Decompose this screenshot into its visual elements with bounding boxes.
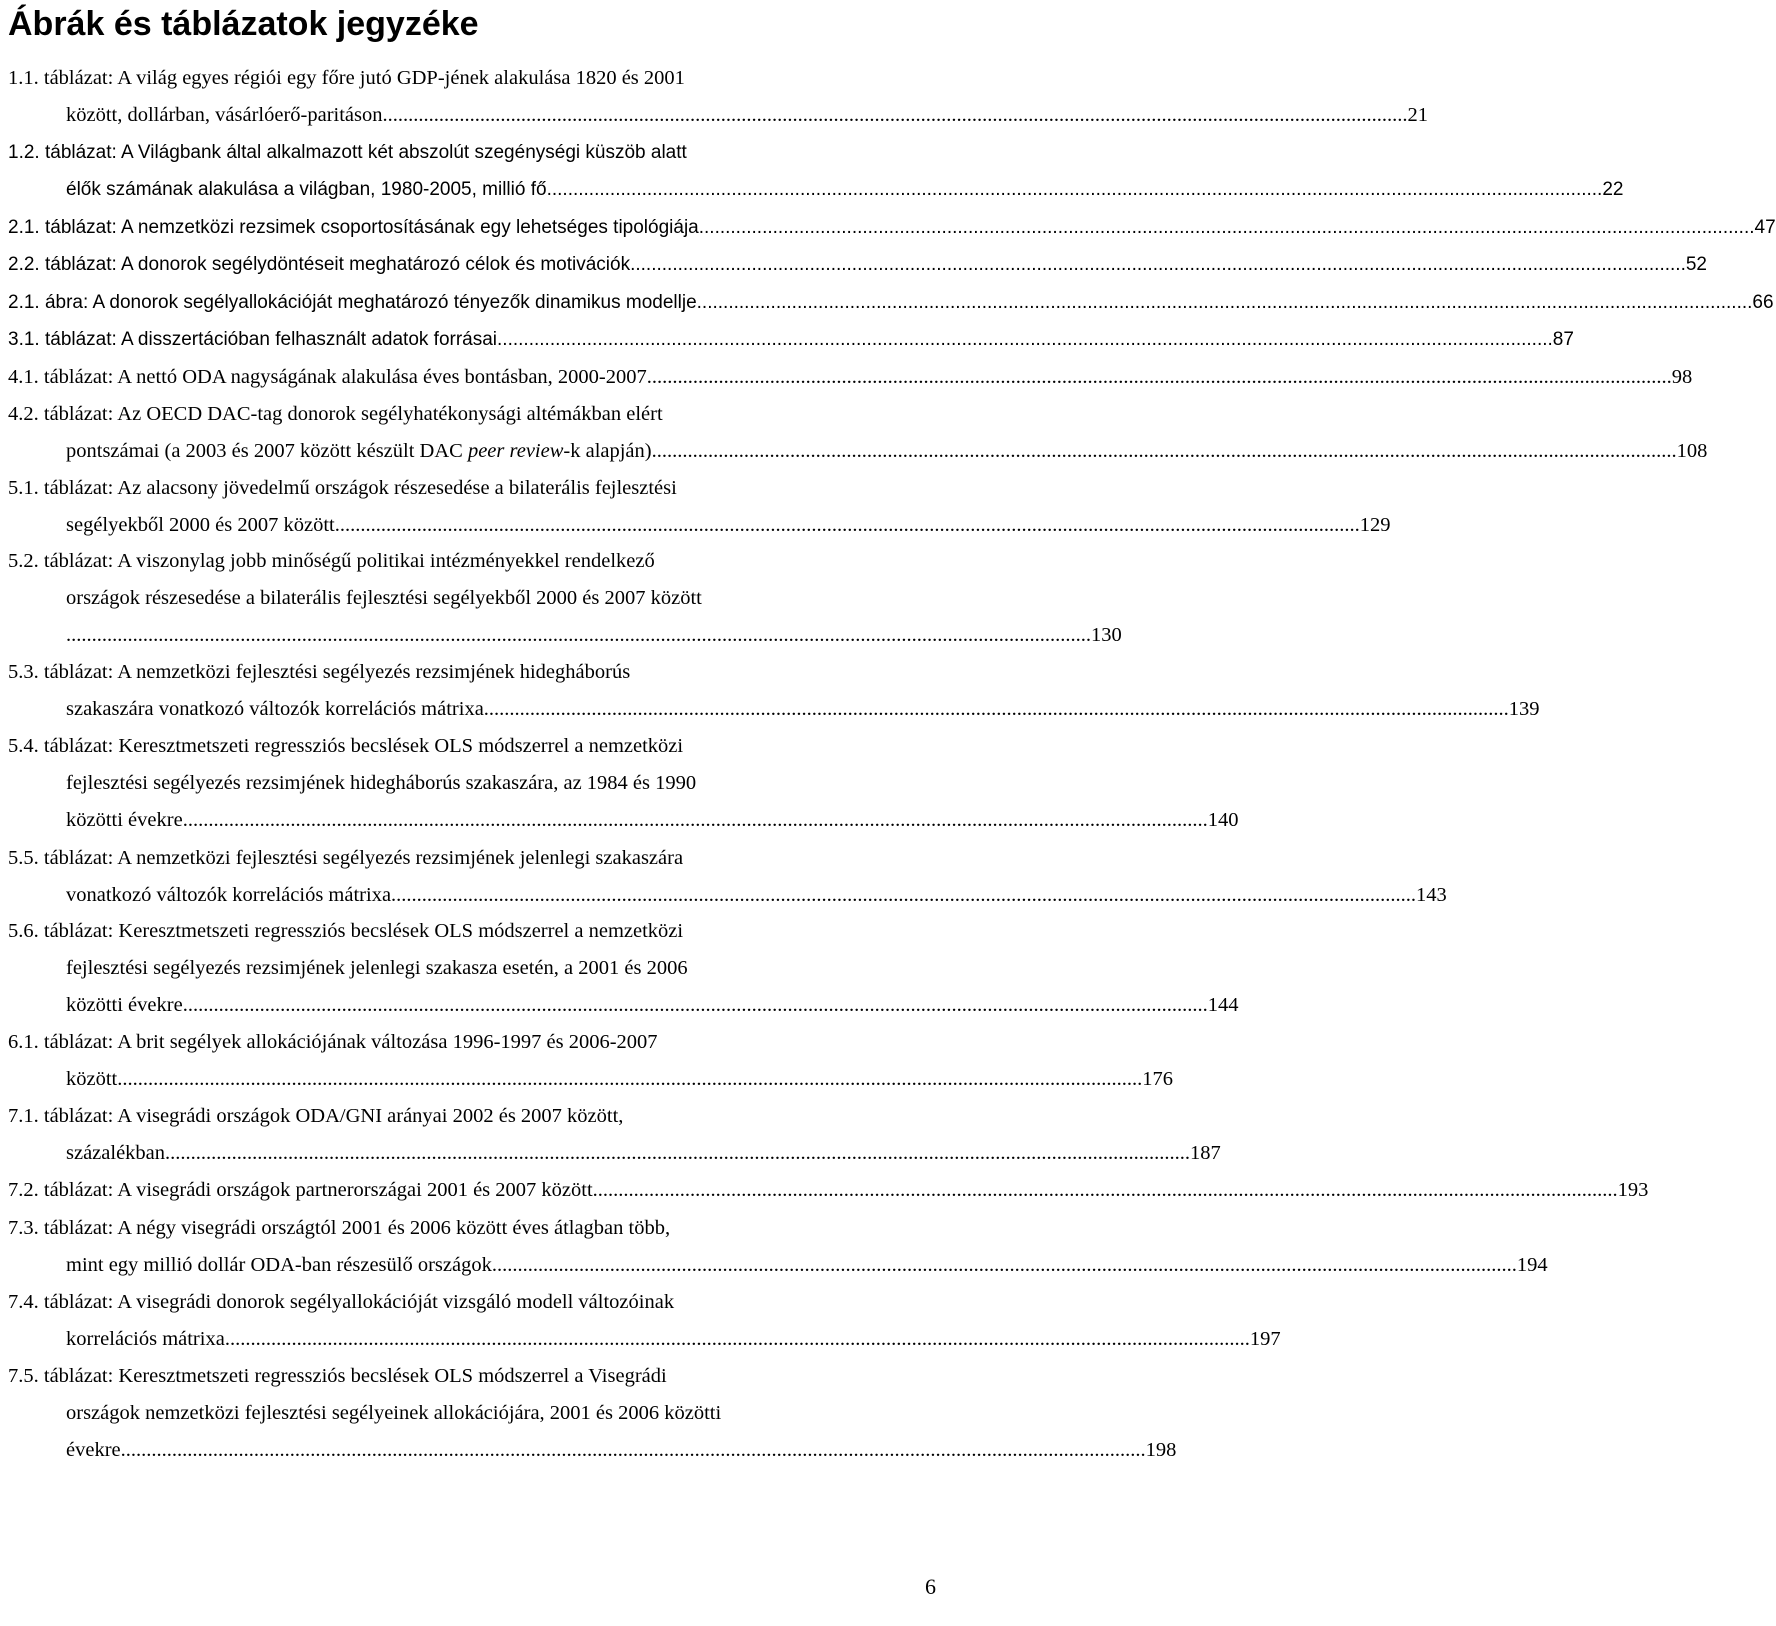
toc-entry-text: segélyekből 2000 és 2007 között <box>66 514 335 536</box>
toc-entry-line <box>8 950 940 987</box>
toc-entry-text: szakaszára vonatkozó változók korrelációs mátrixa <box>66 698 484 720</box>
toc-entry-line <box>8 97 1428 134</box>
toc-entry-text: 5.5. táblázat: A nemzetközi fejlesztési segélyezés rezsimjének jelenlegi szakaszára <box>8 847 684 869</box>
toc-entry-line <box>8 209 1776 246</box>
toc-entry[interactable] <box>8 359 1693 396</box>
toc-leader-dots: ........................................................................................................................................................................................................ <box>698 217 1755 238</box>
toc-entry-text: 7.5. táblázat: Keresztmetszeti regressziós becslések OLS módszerrel a Visegrádi <box>8 1365 667 1387</box>
toc-entry-page: 194 <box>1516 1254 1548 1276</box>
toc-entry-page: 52 <box>1685 254 1707 275</box>
toc-leader-dots: ........................................................................................................................................................................................................ <box>592 1179 1618 1201</box>
toc-entry[interactable] <box>8 1098 1221 1172</box>
toc-entry-line <box>8 60 940 97</box>
toc-entry-page: 140 <box>1207 809 1239 831</box>
toc-entry-line <box>8 1098 940 1135</box>
toc-entry-line <box>8 543 940 580</box>
toc-entry-text: között <box>66 1068 118 1090</box>
toc-entry-page: 129 <box>1359 514 1391 536</box>
toc-entry-page: 139 <box>1508 698 1540 720</box>
toc-entry-text: mint egy millió dollár ODA-ban részesülő országok <box>66 1254 492 1276</box>
toc-leader-dots: ........................................................................................................................................................................................................ <box>483 698 1509 720</box>
toc-leader-dots: ........................................................................................................................................................................................................ <box>391 884 1417 906</box>
toc-entry-text: 1.1. táblázat: A világ egyes régiói egy főre jutó GDP-jének alakulása 1820 és 2001 <box>8 67 685 89</box>
toc-entry[interactable] <box>8 246 1707 283</box>
toc-entry-line <box>8 1172 1649 1209</box>
toc-entry-line <box>8 802 1239 839</box>
toc-leader-dots: ........................................................................................................................................................................................................ <box>182 994 1208 1016</box>
toc-entry-page: 21 <box>1407 104 1428 126</box>
toc-entry-line <box>8 321 1574 358</box>
toc-entry-text: fejlesztési segélyezés rezsimjének jelenlegi szakasza esetén, a 2001 és 2006 <box>66 957 688 979</box>
toc-entry-page: 176 <box>1142 1068 1173 1090</box>
toc-entry-text: vonatkozó változók korrelációs mátrixa <box>66 884 392 906</box>
toc-entry-text: 6.1. táblázat: A brit segélyek allokációjának változása 1996-1997 és 2006-2007 <box>8 1031 658 1053</box>
toc-entry-text: 5.2. táblázat: A viszonylag jobb minőségű politikai intézményekkel rendelkező <box>8 550 655 572</box>
toc-entry-text: 7.2. táblázat: A visegrádi országok partnerországai 2001 és 2007 között <box>8 1179 593 1201</box>
page-number: 6 <box>925 1574 936 1599</box>
toc-entry-line <box>8 1135 1221 1172</box>
toc-entry-line <box>8 171 1624 208</box>
toc-entry[interactable] <box>8 1358 1177 1469</box>
toc-entry[interactable] <box>8 470 1391 544</box>
toc-entry[interactable] <box>8 209 1776 246</box>
toc-leader-dots: ........................................................................................................................................................................................................ <box>382 104 1408 126</box>
toc-entry-line <box>8 470 940 507</box>
toc-leader-dots: ........................................................................................................................................................................................................ <box>182 809 1208 831</box>
toc-entry-line <box>8 134 940 171</box>
toc-leader-dots: ........................................................................................................................................................................................................ <box>491 1254 1517 1276</box>
toc-entry-text: 2.1. ábra: A donorok segélyallokációját meghatározó tényezők dinamikus modellje <box>8 292 697 313</box>
toc-entry-text: fejlesztési segélyezés rezsimjének hidegháborús szakaszára, az 1984 és 1990 <box>66 772 697 794</box>
toc-entry[interactable] <box>8 913 1239 1024</box>
toc-entry-line <box>8 728 940 765</box>
toc-entry-page: 187 <box>1190 1142 1221 1164</box>
toc-entry-line <box>8 507 1391 544</box>
toc-entry-text: 4.1. táblázat: A nettó ODA nagyságának alakulása éves bontásban, 2000-2007 <box>8 366 647 388</box>
toc-entry-line <box>8 246 1707 283</box>
toc-entry-line <box>8 877 1447 914</box>
toc-entry[interactable] <box>8 1284 1281 1358</box>
toc-leader-dots: ........................................................................................................................................................................................................ <box>497 329 1553 350</box>
toc-entry-line <box>8 1284 940 1321</box>
toc-leader-dots: ........................................................................................................................................................................................................ <box>120 1439 1146 1461</box>
toc-entry[interactable] <box>8 60 1428 134</box>
toc-entry-text: 5.3. táblázat: A nemzetközi fejlesztési segélyezés rezsimjének hidegháborús <box>8 661 631 683</box>
toc-entry[interactable] <box>8 654 1540 728</box>
toc-entry-line <box>8 654 940 691</box>
toc-entry-text: százalékban <box>66 1142 166 1164</box>
toc-entry-line <box>8 1247 1548 1284</box>
toc-entry-text: 4.2. táblázat: Az OECD DAC-tag donorok segélyhatékonysági altémákban elért <box>8 403 663 425</box>
page-title: Ábrák és táblázatok jegyzéke <box>8 5 479 43</box>
toc-leader-dots: ........................................................................................................................................................................................................ <box>546 179 1603 200</box>
toc-entry[interactable] <box>8 1024 1173 1098</box>
toc-entry-line <box>8 396 940 433</box>
toc-leader-dots: ........................................................................................................................................................................................................ <box>165 1142 1191 1164</box>
toc-entry-line <box>8 433 1708 470</box>
toc-entry-line <box>8 1210 940 1247</box>
toc-entry-page: 66 <box>1752 292 1774 313</box>
toc-entry-text: 7.1. táblázat: A visegrádi országok ODA/GNI arányai 2002 és 2007 között, <box>8 1105 624 1127</box>
toc-leader-dots: ........................................................................................................................................................................................................ <box>646 366 1672 388</box>
toc-entry-text: 2.2. táblázat: A donorok segélydöntéseit meghatározó célok és motivációk <box>8 254 631 275</box>
toc-entry[interactable] <box>8 840 1447 914</box>
toc-entry-text: évekre <box>66 1439 121 1461</box>
toc-leader-dots: ........................................................................................................................................................................................................ <box>334 514 1360 536</box>
toc-entry-line <box>8 284 1774 321</box>
toc-entry-page: 143 <box>1416 884 1447 906</box>
toc-entry-text: országok nemzetközi fejlesztési segélyeinek allokációjára, 2001 és 2006 közötti <box>66 1402 722 1424</box>
toc-entry-text: 5.6. táblázat: Keresztmetszeti regressziós becslések OLS módszerrel a nemzetközi <box>8 920 684 942</box>
toc-entry-line <box>8 580 940 617</box>
toc-leader-dots: ........................................................................................................................................................................................................ <box>651 440 1677 462</box>
toc-entry-text: közötti évekre <box>66 809 183 831</box>
toc-entry-text: 3.1. táblázat: A disszertációban felhasznált adatok forrásai <box>8 329 498 350</box>
toc-leader-dots: ........................................................................................................................................................................................................ <box>66 624 1091 646</box>
toc-entry-line <box>8 617 1122 654</box>
toc-entry-text: 5.4. táblázat: Keresztmetszeti regressziós becslések OLS módszerrel a nemzetközi <box>8 735 684 757</box>
toc-entry[interactable] <box>8 728 1239 839</box>
toc-entry-text: 7.4. táblázat: A visegrádi donorok segélyallokációját vizsgáló modell változóinak <box>8 1291 675 1313</box>
toc-entry[interactable] <box>8 1172 1649 1209</box>
toc-entry-text: 2.1. táblázat: A nemzetközi rezsimek csoportosításának egy lehetséges tipológiája <box>8 217 699 238</box>
toc-entry-line <box>8 1432 1177 1469</box>
toc-entry-page: 130 <box>1091 624 1122 646</box>
toc-leader-dots: ........................................................................................................................................................................................................ <box>117 1068 1143 1090</box>
toc-entry-page: 22 <box>1602 179 1624 200</box>
toc-leader-dots: ........................................................................................................................................................................................................ <box>696 292 1753 313</box>
toc-entry-page: 198 <box>1145 1439 1177 1461</box>
toc-entry[interactable] <box>8 1210 1548 1284</box>
toc-entry-page: 197 <box>1249 1328 1281 1350</box>
toc-entry-text: 1.2. táblázat: A Világbank által alkalmazott két abszolút szegénységi küszöb alatt <box>8 142 687 163</box>
toc-entry[interactable] <box>8 134 1624 208</box>
toc-entry-line <box>8 1395 940 1432</box>
toc-entry-line <box>8 1358 940 1395</box>
toc-entry[interactable] <box>8 396 1708 470</box>
toc-entry-page: 98 <box>1671 366 1693 388</box>
toc-entry[interactable] <box>8 321 1574 358</box>
toc-entry[interactable] <box>8 284 1774 321</box>
toc-entry-line <box>8 359 1693 396</box>
toc-entry-text: 7.3. táblázat: A négy visegrádi országtól 2001 és 2006 között éves átlagban több, <box>8 1217 671 1239</box>
toc-entry-text: 5.1. táblázat: Az alacsony jövedelmű országok részesedése a bilaterális fejlesztési <box>8 477 677 499</box>
toc-leader-dots: ........................................................................................................................................................................................................ <box>630 254 1686 275</box>
toc-entry-line <box>8 1321 1281 1358</box>
toc-entry-text: közötti évekre <box>66 994 183 1016</box>
toc-entry[interactable] <box>8 543 1122 654</box>
toc-entry-line <box>8 765 940 802</box>
toc-entry-text: országok részesedése a bilaterális fejlesztési segélyekből 2000 és 2007 között <box>66 587 702 609</box>
toc-entry-text: pontszámai (a 2003 és 2007 között készült DAC peer review-k alapján) <box>66 440 652 462</box>
toc-entry-text: között, dollárban, vásárlóerő-paritáson <box>66 104 383 126</box>
toc-entry-line <box>8 840 940 877</box>
toc-entry-page: 47 <box>1754 217 1776 238</box>
toc-entry-line <box>8 691 1540 728</box>
toc-leader-dots: ........................................................................................................................................................................................................ <box>224 1328 1250 1350</box>
toc-entry-page: 144 <box>1207 994 1239 1016</box>
toc-entry-line <box>8 913 940 950</box>
toc-entry-page: 108 <box>1676 440 1708 462</box>
toc-entry-line <box>8 1061 1173 1098</box>
toc-entry-text: korrelációs mátrixa <box>66 1328 225 1350</box>
toc-entry-page: 87 <box>1552 329 1574 350</box>
toc-entry-text: élők számának alakulása a világban, 1980-2005, millió fő <box>66 179 547 200</box>
toc-entry-page: 193 <box>1617 1179 1649 1201</box>
toc-entry-line <box>8 987 1239 1024</box>
toc-entry-line <box>8 1024 940 1061</box>
